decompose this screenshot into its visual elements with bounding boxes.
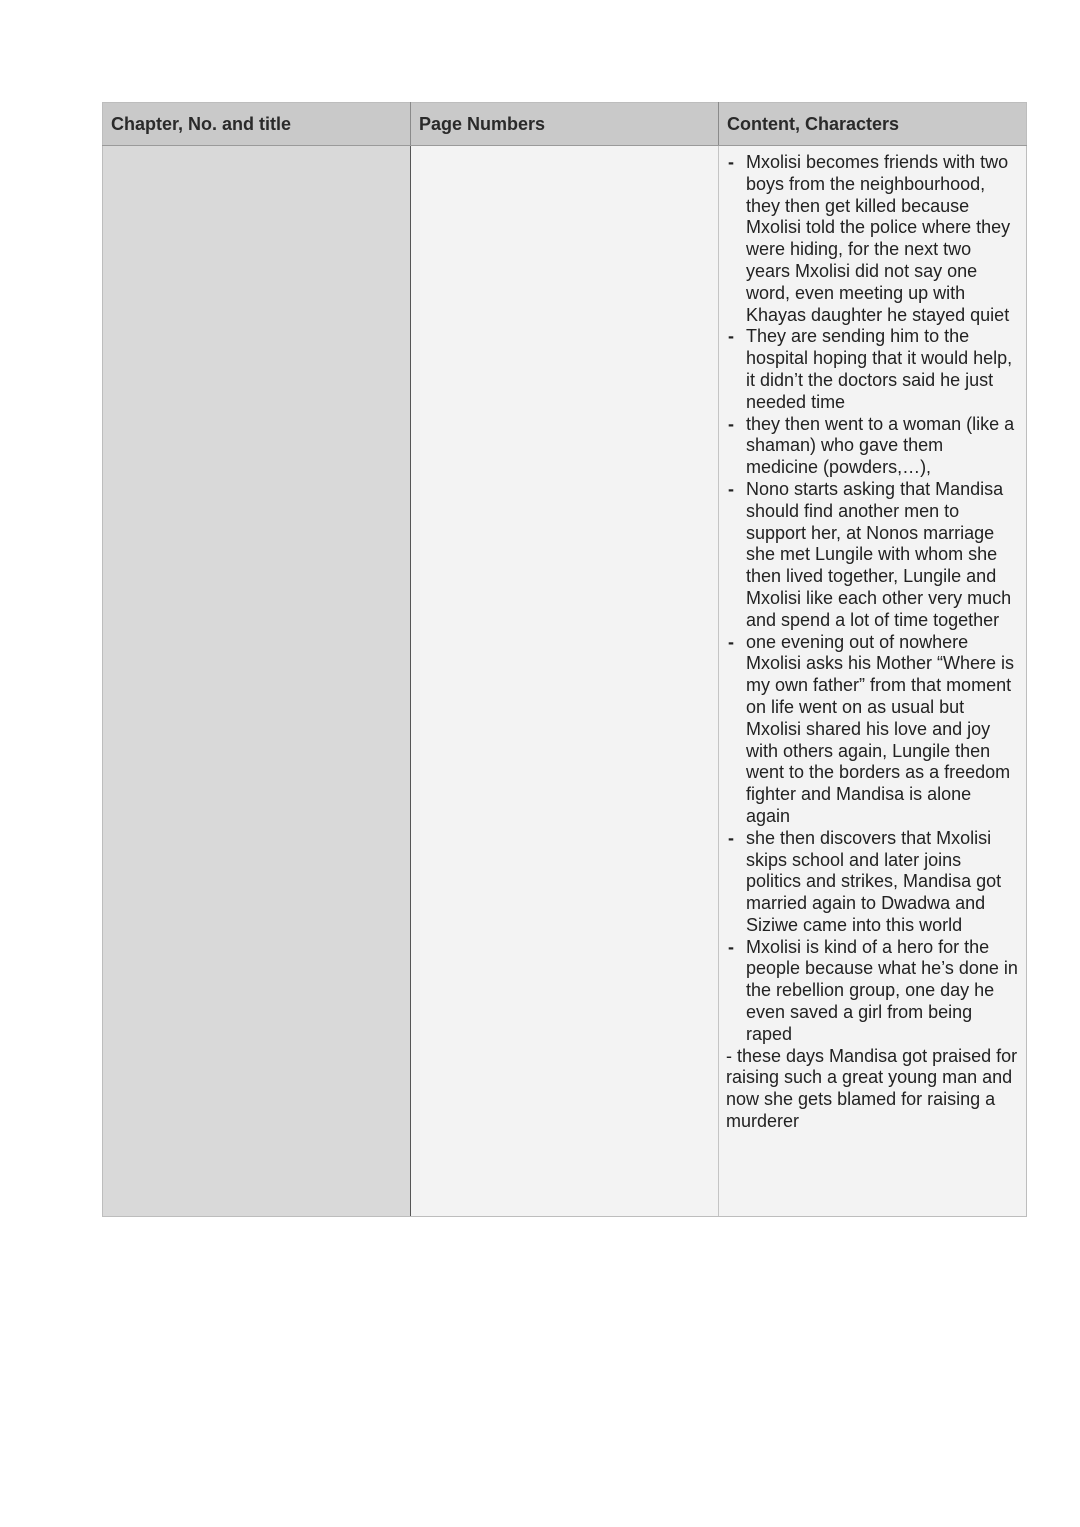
list-item-text: They are sending him to the hospital hoping that it would help, it didn’t the doctors said he just needed time [746, 326, 1013, 412]
list-item-text: she then discovers that Mxolisi skips school and later joins politics and strikes, Mandisa got married again to Dwadwa and Siziwe came into this world [746, 827, 1002, 935]
dash-marker: - [728, 827, 734, 848]
header-page-numbers: Page Numbers [411, 103, 719, 146]
list-item-text: they then went to a woman (like a shaman) who gave them medicine (powders,…), [746, 413, 1015, 478]
header-chapter: Chapter, No. and title [103, 103, 411, 146]
dash-marker: - [728, 478, 734, 499]
table-row [103, 146, 1027, 1217]
header-row [103, 103, 1027, 146]
list-item [726, 152, 1020, 326]
page-numbers-cell [411, 146, 719, 1217]
table-body [103, 146, 1027, 1217]
list-item [726, 479, 1020, 632]
table-header [103, 103, 1027, 146]
list-item [726, 414, 1020, 479]
list-item [726, 326, 1020, 413]
list-item-text: Mxolisi is kind of a hero for the people because what he’s done in the rebellion group, one day he even saved a girl from being raped [746, 936, 1018, 1044]
list-item [726, 632, 1020, 828]
dash-marker: - [728, 631, 734, 652]
dash-marker: - [728, 413, 734, 434]
header-content: Content, Characters [719, 103, 1027, 146]
dash-marker: - [728, 152, 734, 172]
list-item-text: Nono starts asking that Mandisa should find another men to support her, at Nonos marriage she met Lungile with whom she then lived together, Lungile and Mxolisi like each other very much and spend a lot of time together [746, 478, 1012, 630]
dash-marker: - [728, 326, 734, 347]
list-item [726, 937, 1020, 1046]
chapter-cell [103, 146, 411, 1217]
list-item-text: one evening out of nowhere Mxolisi asks his Mother “Where is my own father” from that moment on life went on as usual but Mxolisi shared his love and joy with others again, Lungile then went to the borders as a freedom fighter and Mandisa is alone again [746, 631, 1015, 826]
list-item [726, 828, 1020, 937]
content-cell [719, 146, 1027, 1217]
content-bullet-list [726, 152, 1020, 1046]
list-item-text: Mxolisi becomes friends with two boys from the neighbourhood, they then get killed because Mxolisi told the police where they were hiding, for the next two years Mxolisi did not say one word, even meeting up with Khayas daughter he stayed quiet [746, 152, 1011, 325]
closing-note: - these days Mandisa got praised for raising such a great young man and now she gets blamed for raising a murderer [726, 1045, 1018, 1132]
chapter-table [102, 102, 1027, 1217]
dash-marker: - [728, 936, 734, 957]
